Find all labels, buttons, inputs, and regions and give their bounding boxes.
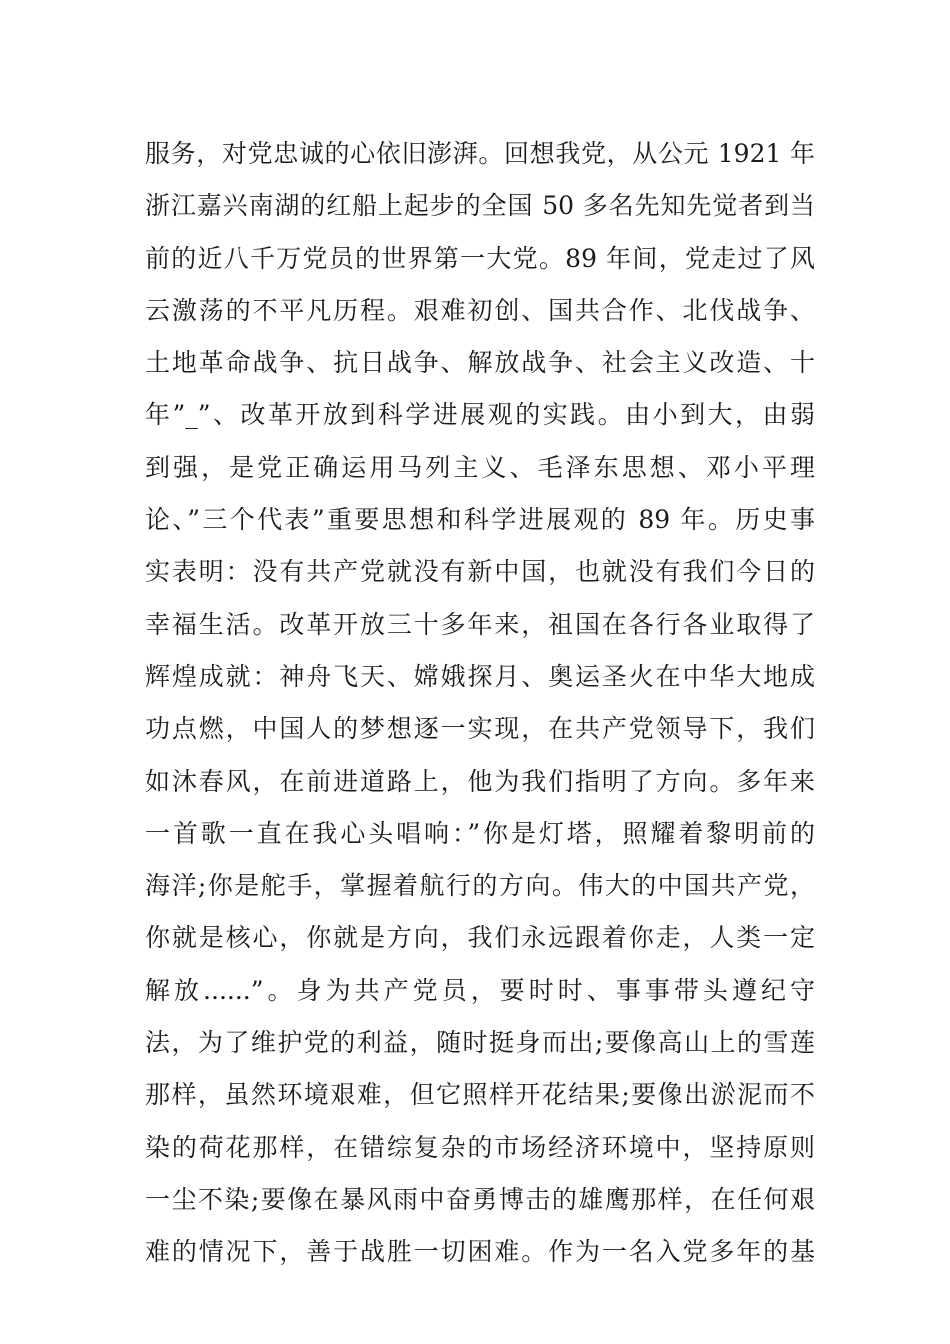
text-line: 染的荷花那样，在错综复杂的市场经济环境中，坚持原则 xyxy=(145,1132,815,1162)
text-line: 年”_”、改革开放到科学进展观的实践。由小到大，由弱 xyxy=(145,400,815,430)
text-line: 服务，对党忠诚的心依旧澎湃。回想我党，从公元 1921 年 xyxy=(145,139,815,168)
text-line: 辉煌成就：神舟飞天、嫦娥探月、奥运圣火在中华大地成 xyxy=(145,661,815,691)
text-line: 一首歌一直在我心头唱响：”你是灯塔，照耀着黎明前的 xyxy=(145,818,815,848)
text-line: 一尘不染;要像在暴风雨中奋勇博击的雄鹰那样，在任何艰 xyxy=(145,1184,815,1214)
body-text xyxy=(145,128,815,1279)
text-line: 解放......”。身为共产党员，要时时、事事带头遵纪守 xyxy=(145,975,815,1005)
text-line: 你就是核心，你就是方向，我们永远跟着你走，人类一定 xyxy=(145,923,815,953)
text-line: 难的情况下，善于战胜一切困难。作为一名入党多年的基 xyxy=(145,1237,815,1267)
text-line: 云激荡的不平凡历程。艰难初创、国共合作、北伐战争、 xyxy=(145,295,815,325)
text-line: 实表明：没有共产党就没有新中国，也就没有我们今日的 xyxy=(145,557,815,587)
text-line: 功点燃，中国人的梦想逐一实现，在共产党领导下，我们 xyxy=(145,714,815,744)
text-line: 土地革命战争、抗日战争、解放战争、社会主义改造、十 xyxy=(145,348,815,378)
text-line: 前的近八千万党员的世界第一大党。89 年间，党走过了风 xyxy=(145,243,815,273)
text-line: 到强，是党正确运用马列主义、毛泽东思想、邓小平理 xyxy=(145,452,815,482)
text-line: 幸福生活。改革开放三十多年来，祖国在各行各业取得了 xyxy=(145,609,815,639)
text-line: 如沐春风，在前进道路上，他为我们指明了方向。多年来 xyxy=(145,766,815,796)
text-line: 浙江嘉兴南湖的红船上起步的全国 50 多名先知先觉者到当 xyxy=(145,191,815,221)
text-line: 海洋;你是舵手，掌握着航行的方向。伟大的中国共产党， xyxy=(145,871,815,901)
text-line: 那样，虽然环境艰难，但它照样开花结果;要像出淤泥而不 xyxy=(145,1080,815,1110)
text-line: 论、”三个代表”重要思想和科学进展观的 89 年。历史事 xyxy=(145,505,815,535)
text-line: 法，为了维护党的利益，随时挺身而出;要像高山上的雪莲 xyxy=(145,1028,815,1058)
